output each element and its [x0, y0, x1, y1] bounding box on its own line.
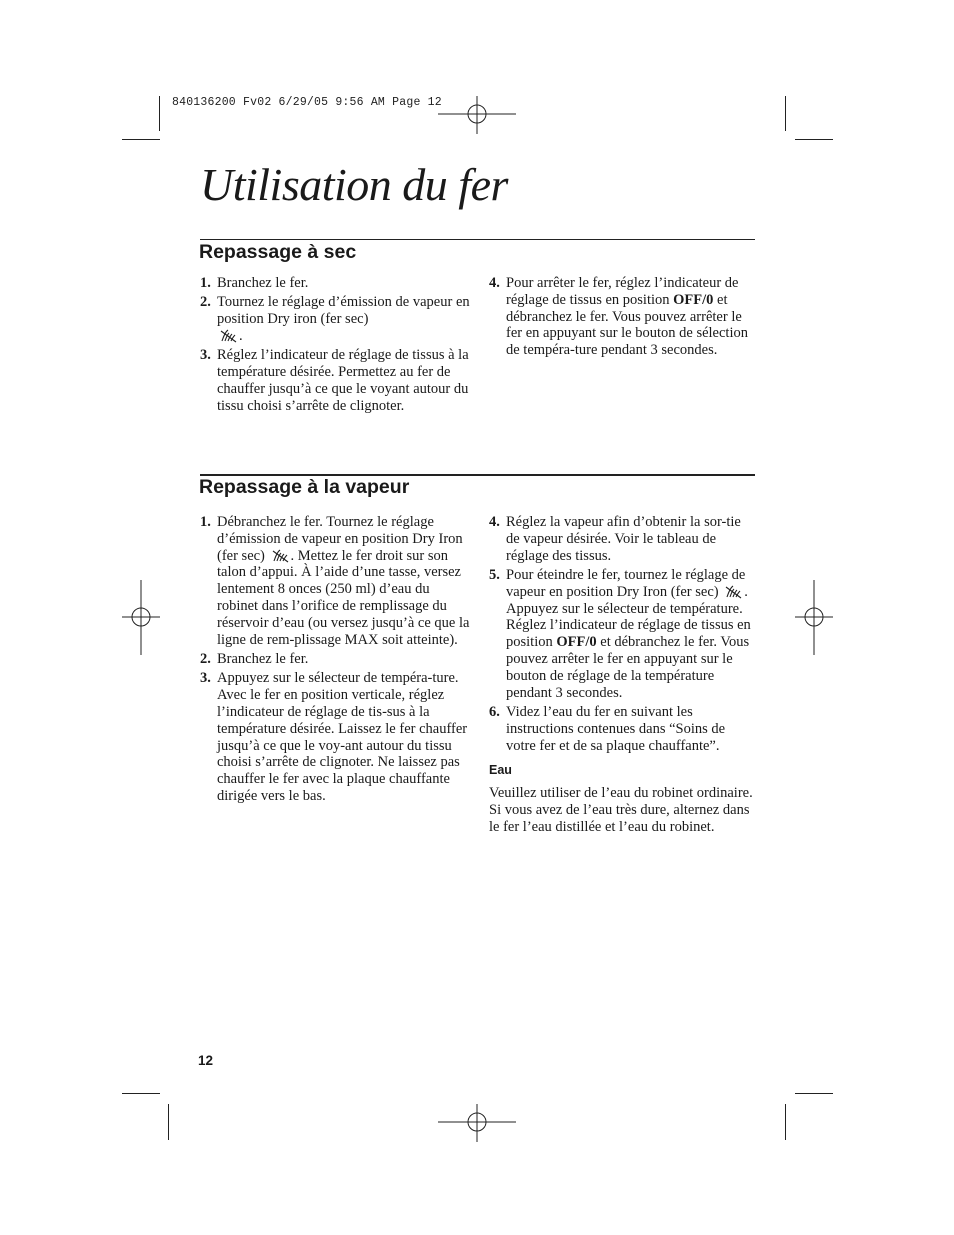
item-text: Réglez l’indicateur de réglage de tissus à la température désirée. Permettez au fer de chauffer jusqu’à ce que le voyant autour du tissu choisi s’arrête de clignoter. [217, 347, 469, 414]
dry-iron-symbol-icon [218, 328, 238, 343]
list-item [200, 651, 470, 668]
item-number: 4. [489, 275, 500, 291]
crop-mark [785, 1104, 786, 1140]
item-text: Réglez la vapeur afin d’obtenir la sor-tie de vapeur désirée. Voir le tableau de réglage des tissus. [506, 514, 741, 564]
item-text: Pour arrêter le fer, réglez l’indicateur de réglage de tissus en position [506, 275, 739, 308]
registration-mark-icon [122, 580, 160, 655]
crop-mark [795, 139, 833, 140]
crop-mark [785, 96, 786, 131]
list-item [200, 514, 470, 648]
list-item [200, 275, 470, 292]
list-item [489, 275, 757, 359]
item-text: Branchez le fer. [217, 650, 309, 667]
list-item [489, 567, 757, 701]
crop-mark [159, 96, 160, 131]
item-number: 3. [200, 670, 211, 687]
item-number: 5. [489, 566, 500, 583]
item-number: 1. [200, 514, 211, 530]
registration-mark-icon [795, 580, 833, 655]
registration-mark-icon [438, 1104, 516, 1142]
section-heading-steam: Repassage à la vapeur [199, 476, 410, 498]
off-label: OFF/0 [556, 634, 597, 651]
off-label: OFF/0 [673, 291, 714, 308]
steam-column-left [200, 514, 470, 807]
crop-mark [795, 1093, 833, 1094]
dry-iron-symbol-icon [270, 548, 290, 563]
steam-column-right [489, 514, 757, 836]
item-number: 2. [200, 650, 211, 667]
item-text: . Appuyez sur le sélecteur de température. Réglez l’indicateur de réglage de tissus en position [506, 583, 751, 651]
crop-mark [168, 1104, 169, 1140]
list-item [489, 514, 757, 564]
item-number: 1. [200, 275, 211, 291]
item-number: 2. [200, 294, 211, 311]
item-text: Branchez le fer. [217, 275, 309, 291]
dry-column-left [200, 275, 470, 417]
item-text: et débranchez le fer. Vous pouvez arrêter le fer en appuyant sur le bouton de réglage de la température pendant 3 secondes. [506, 634, 750, 701]
section-divider [200, 239, 755, 240]
registration-mark-icon [438, 96, 516, 134]
page-number: 12 [198, 1053, 214, 1068]
list-item [489, 704, 757, 754]
list-item [200, 294, 470, 344]
subheading-eau: Eau [489, 763, 512, 778]
item-text: Tournez le réglage d’émission de vapeur en position Dry iron (fer sec) [217, 294, 470, 328]
item-text: . Mettez le fer droit sur son talon d’appui. À l’aide d’une tasse, versez lentement 8 onces (250 ml) d’eau du robinet dans l’orifice de remplissage du réservoir d’eau (ou versez jusqu’à ce que la ligne de rem-plissage MAX soit atteinte). [217, 547, 470, 648]
item-text: Débranchez le fer. Tournez le réglage d’émission de vapeur en position Dry Iron (fer sec) [217, 514, 463, 564]
eau-paragraph: Veuillez utiliser de l’eau du robinet ordinaire. Si vous avez de l’eau très dure, alternez dans le fer l’eau distillée et l’eau du robinet. [489, 785, 753, 835]
list-item [200, 347, 470, 414]
item-text: Videz l’eau du fer en suivant les instructions contenues dans “Soins de votre fer et de sa plaque chauffante”. [506, 703, 726, 754]
dry-iron-symbol-icon [723, 584, 743, 599]
crop-mark [122, 139, 160, 140]
page-title: Utilisation du fer [200, 159, 508, 210]
item-text: Appuyez sur le sélecteur de tempéra-ture. Avec le fer en position verticale, réglez l’indicateur de réglage de tis-sus à la température désirée. Laissez le fer chauffer jusqu’à ce que le voy-ant autour du tissu choisi s’arrête de clignoter. Ne laissez pas chauffer le fer avec la plaque chauffante dirigée vers le bas. [217, 670, 468, 804]
dry-column-right [489, 275, 757, 362]
section-heading-dry: Repassage à sec [199, 241, 357, 263]
item-number: 4. [489, 514, 500, 530]
crop-mark [122, 1093, 160, 1094]
list-item [200, 670, 470, 804]
print-slug: 840136200 Fv02 6/29/05 9:56 AM Page 12 [172, 96, 442, 109]
item-text-end: . [239, 327, 243, 344]
item-number: 3. [200, 347, 211, 364]
item-text: et débranchez le fer. Vous pouvez arrêter le fer en appuyant sur le bouton de sélection de tempéra-ture pendant 3 secondes. [506, 291, 748, 359]
item-text: Pour éteindre le fer, tournez le réglage de vapeur en position Dry Iron (fer sec) [506, 566, 746, 600]
item-number: 6. [489, 703, 500, 720]
